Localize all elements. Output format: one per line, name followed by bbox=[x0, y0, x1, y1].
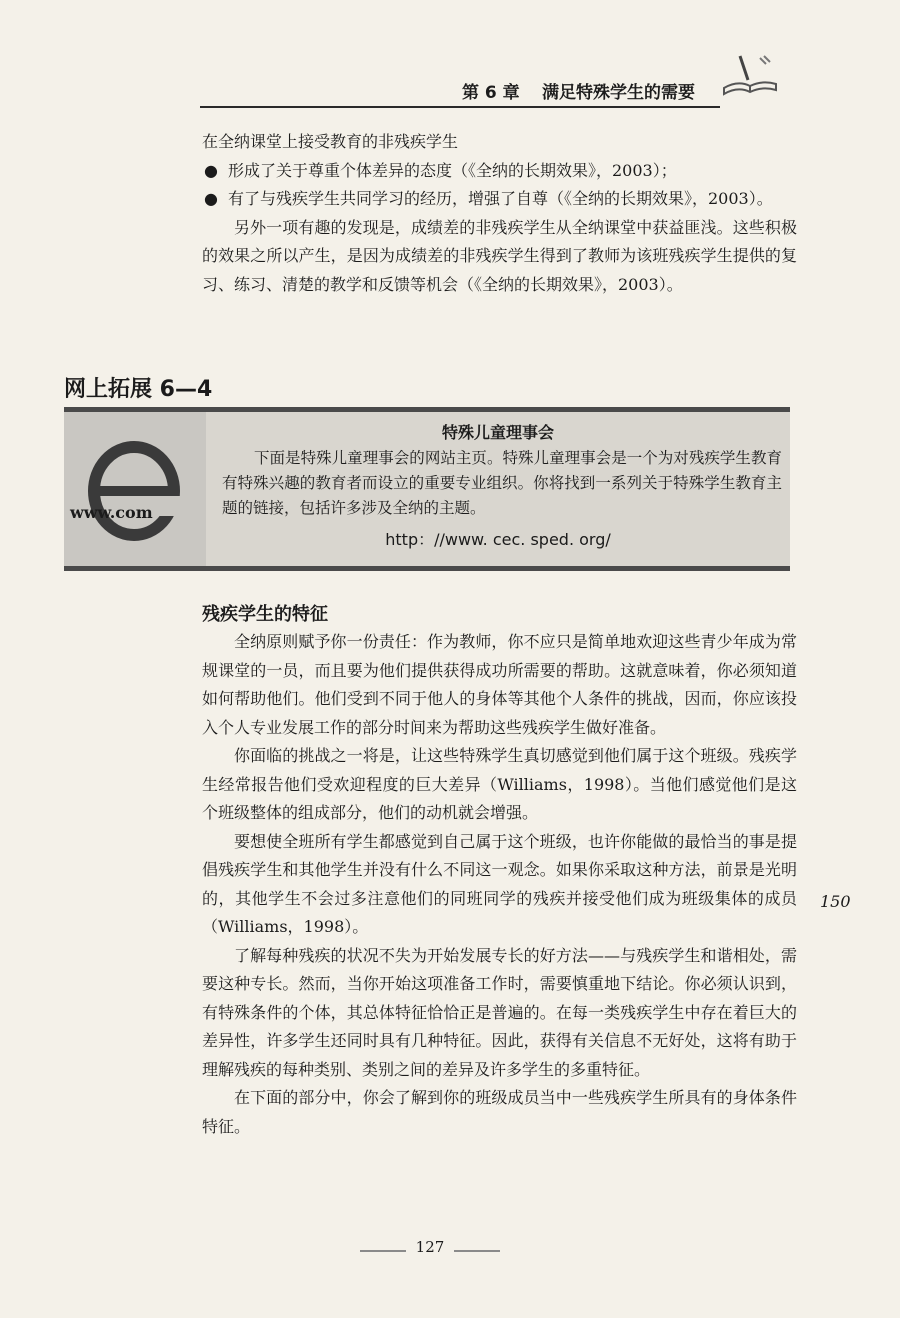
body-paragraph: 全纳原则赋予你一份责任：作为教师，你不应只是简单地欢迎这些青少年成为常规课堂的一员，而且要为他们提供获得成功所需要的帮助。这就意味着，你必须知道如何帮助他们。他们受到不同于他人的身体等其他个人条件的挑战，因而，你应该投入个人专业发展工作的部分时间来为帮助这些残疾学生做好准备。 bbox=[202, 632, 797, 737]
footer-rule-right bbox=[454, 1250, 500, 1252]
page-number: 127 bbox=[415, 1238, 445, 1256]
body-paragraph: 要想使全班所有学生都感觉到自己属于这个班级，也许你能做的最恰当的事是提倡残疾学生和其他学生并没有什么不同这一观念。如果你采取这种方法，前景是光明的，其他学生不会过多注意他们的同班同学的残疾并接受他们成为班级集体的成员（Williams，1998）。 bbox=[202, 831, 797, 936]
website-url-link[interactable]: http：//www. cec. sped. org/ bbox=[385, 530, 611, 549]
list-item-text: 形成了关于尊重个体差异的态度（《全纳的长期效果》，2003）； bbox=[228, 160, 677, 180]
body-paragraph: 你面临的挑战之一将是，让这些特殊学生真切感觉到他们属于这个班级。残疾学生经常报告他们受欢迎程度的巨大差异（Williams，1998）。当他们感觉他们是这个班级整体的组成部分，他们的动机就会增强。 bbox=[202, 746, 797, 822]
margin-page-reference: 150 bbox=[820, 892, 851, 911]
running-header bbox=[200, 72, 720, 108]
list-item-text: 有了与残疾学生共同学习的经历，增强了自尊（《全纳的长期效果》，2003）。 bbox=[228, 189, 773, 208]
bullet-icon: ● bbox=[204, 160, 218, 180]
bullet-icon: ● bbox=[204, 189, 218, 208]
section-title: 残疾学生的特征 bbox=[202, 604, 328, 625]
intro-paragraph: 另外一项有趣的发现是，成绩差的非残疾学生从全纳课堂中获益匪浅。这些积极的效果之所以产生，是因为成绩差的非残疾学生得到了教师为该班残疾学生提供的复习、练习、清楚的教学和反馈等机会（《全纳的长期效果》，2003）。 bbox=[202, 217, 797, 294]
www-logo-text: www.com bbox=[70, 503, 153, 522]
box-title: 特殊儿童理事会 bbox=[441, 423, 554, 442]
intro-block bbox=[202, 128, 797, 299]
box-content bbox=[206, 412, 790, 566]
list-item bbox=[202, 157, 797, 186]
www-logo-icon bbox=[66, 436, 202, 546]
chapter-title: 满足特殊学生的需要 bbox=[542, 83, 695, 103]
body-paragraph: 在下面的部分中，你会了解到你的班级成员当中一些残疾学生所具有的身体条件特征。 bbox=[202, 1088, 797, 1136]
page-footer bbox=[360, 1238, 500, 1262]
body-paragraph: 了解每种残疾的状况不失为开始发展专长的好方法——与残疾学生和谐相处，需要这种专长。然而，当你开始这项准备工作时，需要慎重地下结论。你必须认识到，有特殊条件的个体，其总体特征恰恰正是普遍的。在每一类残疾学生中存在着巨大的差异性，许多学生还同时具有几种特征。因此，获得有关信息不无好处，这将有助于理解残疾的每种类别、类别之间的差异及许多学生的多重特征。 bbox=[202, 945, 797, 1079]
box-text: 下面是特殊儿童理事会的网站主页。特殊儿童理事会是一个为对残疾学生教育有特殊兴趣的教育者而设立的重要专业组织。你将找到一系列关于特殊学生教育主题的链接，包括许多涉及全纳的主题。 bbox=[222, 449, 782, 517]
online-extension-box bbox=[64, 407, 790, 571]
chapter-number: 第 6 章 bbox=[462, 83, 520, 103]
online-extension-heading: 网上拓展 6—4 bbox=[64, 377, 213, 402]
book-pen-decoration-icon bbox=[720, 50, 780, 100]
list-item bbox=[202, 185, 797, 214]
section-body bbox=[202, 628, 797, 1141]
intro-lead: 在全纳课堂上接受教育的非残疾学生 bbox=[202, 132, 459, 151]
